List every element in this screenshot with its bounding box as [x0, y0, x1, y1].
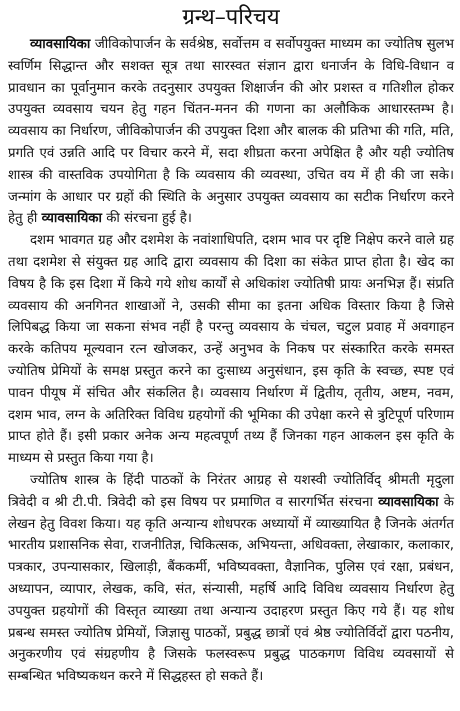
paragraph-1-tail: की संरचना हुई है।: [106, 211, 192, 227]
book-name-bold-2: व्यावसायिका: [41, 211, 102, 227]
paragraph-3-body: के लेखन हेतु विवश किया। यह कृति अन्यान्य शोधपरक अध्यायों में व्याख्यायित है जिनके अंतर्गत भारतीय प्रशासनिक सेवा, राजनीतिज्ञ, चिकित्सक, अभियन्ता, अधिवक्ता, लेखाकार, कलाकार, पत्रकार, उपन्यासकार, खिलाड़ी, बैंककर्मी, भविष्यवक्ता, वैज्ञानिक, पुलिस एवं रक्षा, प्रबंधन, अध्यापन, व्यापार, लेखक, कवि, संत, संन्यासी, महर्षि आदि विविध व्यवसाय निर्धारण हेतु उपयुक्त ग्रहयोगों की विस्तृत व्याख्या तथा अन्यान्य उदाहरण प्रस्तुत किए गये हैं। यह शोध प्रबन्ध समस्त ज्योतिष प्रेमियों, जिज्ञासु पाठकों, प्रबुद्ध छात्रों एवं श्रेष्ठ ज्योतिर्विदों द्वारा पठनीय, अनुकरणीय एवं संग्रहणीय है जिसके फलस्वरूप प्रबुद्ध पाठकगण विविध व्यवसायों से सम्बन्धित भविष्यकथन करने में सिद्धहस्त हो सकते हैं।: [8, 494, 454, 685]
book-name-bold-3: व्यावसायिका: [378, 494, 439, 510]
book-name-bold: व्यावसायिका: [30, 37, 91, 52]
paragraph-1-body: जीविकोपार्जन के सर्वश्रेष्ठ, सर्वोत्तम व सर्वोपयुक्त माध्यम का ज्योतिष सुलभ स्वर्णिम सिद्धान्त और सशक्त सूत्र तथा सारस्वत संज्ञान द्वारा धनार्जन के विधि-विधान व प्रावधान का पूर्वानुमान करके तदनुसार उपयुक्त शिक्षार्जन की ओर प्रशस्त व गतिशील होकर उपयुक्त व्यवसाय चयन हेतु गहन चिंतन-मनन की गणना का अलौकिक आधारस्तम्भ है। व्यवसाय का निर्धारण, जीविकोपार्जन की उपयुक्त दिशा और बालक की प्रतिभा की गति, मति, प्रगति एवं उन्नति आदि पर विचार करने में, सदा शीघ्रता करना अपेक्षित है और यही ज्योतिष शास्त्र की वास्तविक उपयोगिता है कि व्यवसाय की व्यवस्था, उचित वय में ही की जा सके। जन्मांग के आधार पर ग्रहों की स्थिति के अनुसार उपयुक्त व्यवसाय का सटीक निर्धारण करने हेतु ही: [8, 37, 455, 227]
paragraph-3-head: ज्योतिष शास्त्र के हिंदी पाठकों के निरंतर आग्रह से यशस्वी ज्योतिर्विद् श्रीमती मृदुला त्रिवेदी व श्री टी.पी. त्रिवेदी को इस विषय पर प्रमाणित व सारगर्भित संरचना: [8, 472, 454, 510]
paragraph-2: दशम भावगत ग्रह और दशमेश के नवांशाधिपति, दशम भाव पर दृष्टि निक्षेप करने वाले ग्रह तथा दशमेश से संयुक्त ग्रह आदि द्वारा व्यवसाय की दिशा का संकेत प्राप्त होता है। खेद का विषय है कि इस दिशा में किये गये शोध कार्यों से अधिकांश ज्योतिषी प्रायः अनभिज्ञ हैं। संप्रति व्यवसाय की अनगिनत शाखाओं ने, उसकी सीमा का इतना अधिक विस्तार किया है जिसे लिपिबद्ध किया जा सकना संभव नहीं है परन्तु व्यवसाय के चंचल, चटुल प्रवाह में अवगाहन करके कतिपय मूल्यवान रत्न खोजकर, उन्हें अनुभव के निकष पर संस्कारित करके समस्त ज्योतिष प्रेमियों के समक्ष प्रस्तुत करने का दुःसाध्य अनुसंधान, इस कृति के स्वच्छ, स्पष्ट एवं पावन पीयूष में संचित और संकलित है। व्यवसाय निर्धारण में द्वितीय, तृतीय, अष्टम, नवम, दशम भाव, लग्न के अतिरिक्त विविध ग्रहयोगों की भूमिका की उपेक्षा करने से त्रुटिपूर्ण परिणाम प्राप्त होते हैं। इसी प्रकार अनेक अन्य महत्वपूर्ण तथ्य हैं जिनका गहन आकलन इस कृति के माध्यम से प्रस्तुत किया गया है।: [8, 233, 454, 467]
paragraph-1: [8, 34, 454, 230]
page-title: ग्रन्थ–परिचय: [182, 5, 280, 30]
paragraph-3: [8, 470, 454, 688]
